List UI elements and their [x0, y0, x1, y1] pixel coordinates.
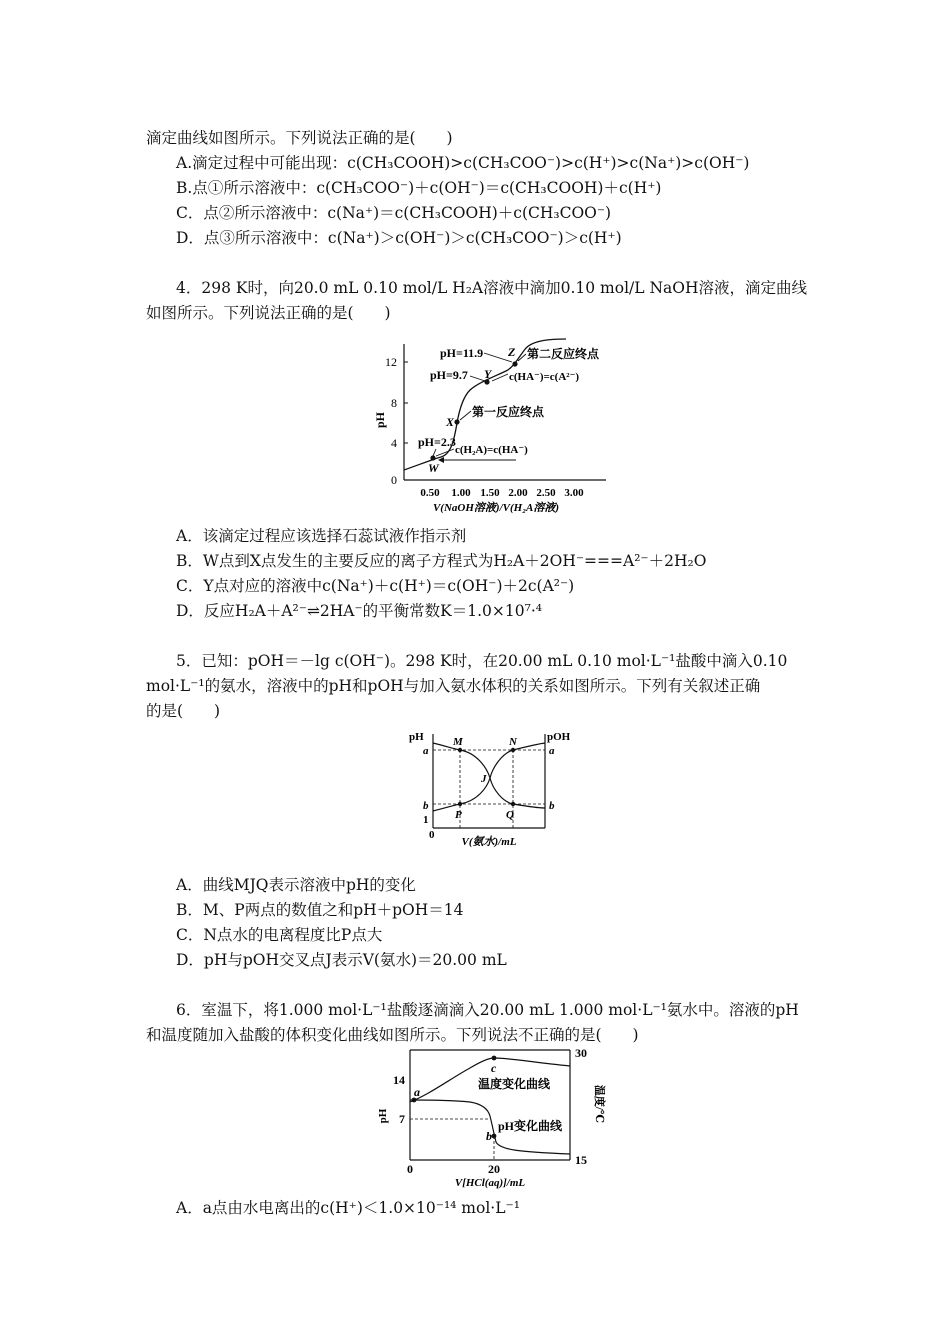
q3-stem: 滴定曲线如图所示。下列说法正确的是( ) [146, 129, 453, 147]
q5-option-c: C．N点水的电离程度比P点大 [176, 926, 383, 944]
q4-label-y: Y [484, 367, 492, 381]
q5-stem-line3: 的是( ) [146, 702, 221, 720]
q4-ytick-4: 4 [391, 436, 397, 450]
q6-y14: 14 [393, 1073, 405, 1087]
q4-option-d: D．反应H₂A＋A²⁻⇌2HA⁻的平衡常数K＝1.0×10⁷·⁴ [176, 602, 542, 620]
q5-xlabel: V(氨水)/mL [461, 836, 517, 848]
q4-xtick-200: 2.00 [508, 487, 528, 499]
q6-label-a: a [414, 1085, 420, 1099]
q5-curve-pjn [433, 743, 545, 811]
q4-label-second-end: 第二反应终点 [527, 347, 600, 361]
q3-option-b: B.点①所示溶液中：c(CH₃COO⁻)＋c(OH⁻)＝c(CH₃COOH)＋c(H⁺) [176, 179, 662, 197]
q6-label-temp-curve: 温度变化曲线 [478, 1077, 551, 1091]
q6-ylabel-right: 温度/℃ [593, 1084, 605, 1124]
q4-titration-figure [366, 336, 626, 516]
q4-ylabel: pH [373, 411, 387, 429]
q5-option-d: D．pH与pOH交叉点J表示V(氨水)＝20.00 mL [176, 951, 507, 969]
q6-x0: 0 [407, 1162, 413, 1176]
q6-option-a: A．a点由水电离出的c(H⁺)＜1.0×10⁻¹⁴ mol·L⁻¹ [176, 1199, 520, 1217]
q4-option-c: C．Y点对应的溶液中c(Na⁺)＋c(H⁺)＝c(OH⁻)＋2c(A²⁻) [176, 577, 575, 595]
q5-b-left: b [423, 800, 429, 812]
q4-xtick-150: 1.50 [480, 487, 500, 499]
q5-a-left: a [423, 745, 429, 757]
q6-y7: 7 [399, 1112, 405, 1126]
q5-label-q: Q [506, 809, 514, 821]
q3-option-c: C．点②所示溶液中：c(Na⁺)＝c(CH₃COOH)＋c(CH₃COO⁻) [176, 204, 612, 222]
q6-xlabel: V[HCl(aq)]/mL [454, 1177, 526, 1189]
q5-option-a: A．曲线MJQ表示溶液中pH的变化 [176, 876, 416, 894]
q5-label-p: P [455, 809, 462, 821]
q4-xtick-100: 1.00 [451, 487, 471, 499]
q4-label-ph119: pH=11.9 [440, 346, 484, 360]
q5-label-j: J [481, 773, 487, 785]
q4-label-cond-w: c(H₂A)=c(HA⁻) [455, 444, 528, 456]
q4-option-b: B．W点到X点发生的主要反应的离子方程式为H₂A＋2OH⁻===A²⁻＋2H₂O [176, 552, 707, 570]
q4-stem-line2: 如图所示。下列说法正确的是( ) [146, 304, 391, 322]
q5-option-b: B．M、P两点的数值之和pH＋pOH＝14 [176, 901, 464, 919]
q4-point-x [454, 419, 459, 424]
q5-b-right: b [549, 800, 555, 812]
q6-ylabel-left: pH [377, 1108, 389, 1124]
q6-label-c: c [491, 1061, 497, 1075]
q6-ph-temp-figure [370, 1044, 610, 1190]
q4-label-ph97: pH=9.7 [430, 368, 468, 382]
q4-point-z [512, 361, 517, 366]
q6-x20: 20 [488, 1162, 500, 1176]
q4-label-z: Z [508, 345, 516, 359]
q5-ylabel-right: pOH [547, 731, 571, 743]
q5-stem-line1: 5．已知：pOH＝－lg c(OH⁻)。298 K时，在20.00 mL 0.10 mol·L⁻¹盐酸中滴入0.10 [176, 652, 788, 670]
q5-zero: 0 [429, 829, 435, 841]
q4-label-w: W [428, 461, 439, 475]
q4-xtick-050: 0.50 [420, 487, 440, 499]
q4-ytick-12: 12 [385, 355, 397, 369]
q6-label-ph-curve: pH变化曲线 [498, 1119, 563, 1133]
q6-r30: 30 [575, 1046, 587, 1060]
q4-label-x: X [446, 415, 455, 429]
q4-label-cond-y: c(HA⁻)=c(A²⁻) [509, 371, 580, 383]
q4-xtick-250: 2.50 [536, 487, 556, 499]
q4-xlabel: V(NaOH溶液)/V(H₂A溶液) [432, 502, 560, 514]
q5-ylabel-left: pH [409, 731, 424, 743]
q3-option-a: A.滴定过程中可能出现：c(CH₃COOH)>c(CH₃COO⁻)>c(H⁺)>c(Na⁺)>c(OH⁻) [176, 154, 750, 172]
q5-label-n: N [509, 736, 517, 748]
q4-label-ph23: pH=2.3 [418, 435, 456, 449]
q4-ytick-0: 0 [391, 473, 397, 487]
q4-stem-line1: 4．298 K时，向20.0 mL 0.10 mol/L H₂A溶液中滴加0.10 mol/L NaOH溶液，滴定曲线 [176, 279, 807, 297]
q6-stem-line1: 6．室温下，将1.000 mol·L⁻¹盐酸逐滴滴入20.00 mL 1.000 mol·L⁻¹氨水中。溶液的pH [176, 1001, 799, 1019]
q5-label-m: M [453, 736, 463, 748]
q3-option-d: D．点③所示溶液中：c(Na⁺)＞c(OH⁻)＞c(CH₃COO⁻)＞c(H⁺) [176, 229, 622, 247]
q5-stem-line2: mol·L⁻¹的氨水，溶液中的pH和pOH与加入氨水体积的关系如图所示。下列有关叙述正确 [146, 677, 761, 695]
q4-point-w [430, 455, 435, 460]
q4-option-a: A．该滴定过程应该选择石蕊试液作指示剂 [176, 527, 467, 545]
q5-ph-poh-figure [405, 728, 585, 854]
q6-label-b: b [486, 1129, 492, 1143]
q4-ytick-8: 8 [391, 396, 397, 410]
q5-curve-mjq [433, 743, 545, 808]
q6-stem-line2: 和温度随加入盐酸的体积变化曲线如图所示。下列说法不正确的是( ) [146, 1026, 639, 1044]
q4-xtick-300: 3.00 [564, 487, 584, 499]
q4-label-first-end: 第一反应终点 [472, 405, 545, 419]
q6-r15: 15 [575, 1153, 587, 1167]
q5-a-right: a [549, 745, 555, 757]
q5-one: 1 [423, 814, 429, 826]
